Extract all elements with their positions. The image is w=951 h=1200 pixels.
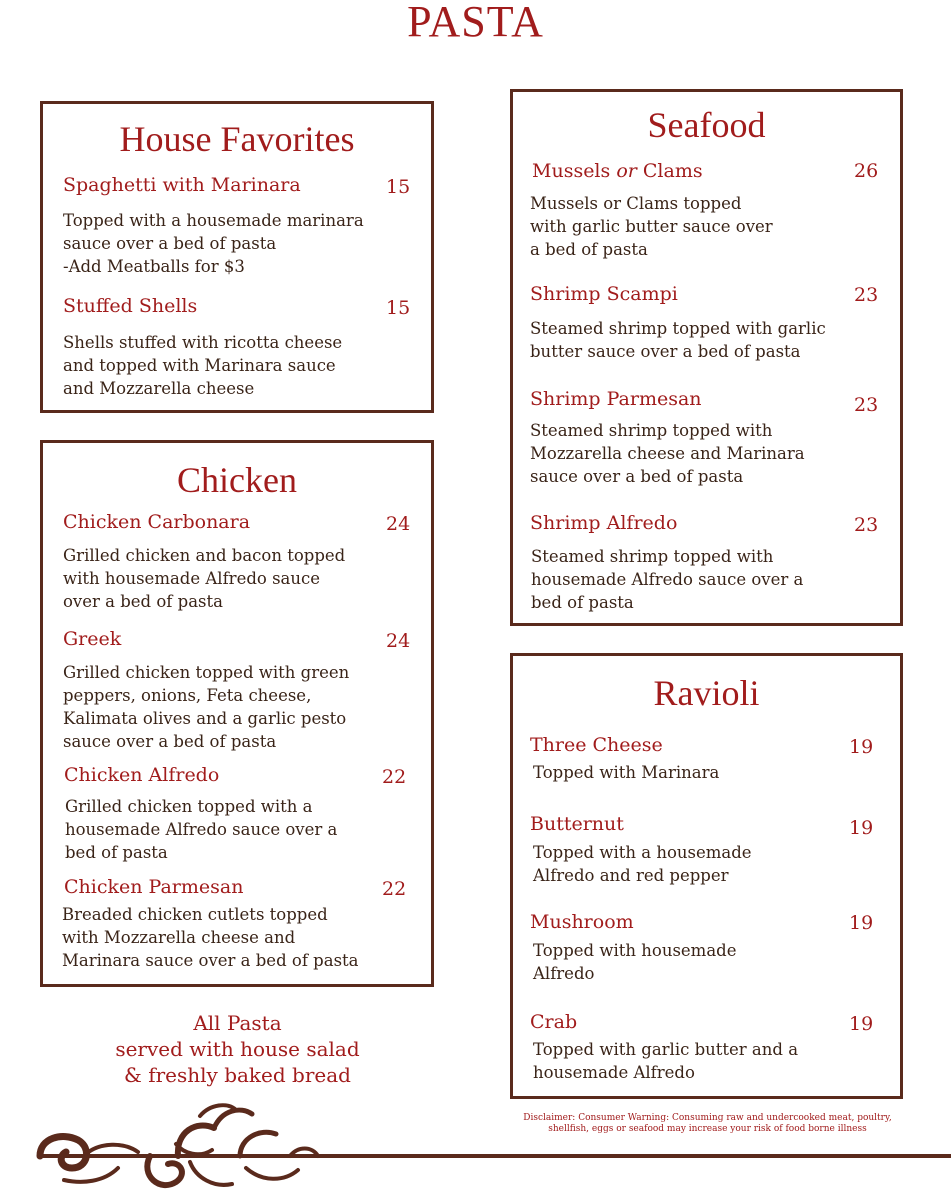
scroll-ornament-icon bbox=[0, 1098, 951, 1200]
item-name: Spaghetti with Marinara bbox=[63, 174, 301, 196]
item-price: 15 bbox=[386, 176, 411, 198]
item-description: Shells stuffed with ricotta cheese and topped with Marinara sauce and Mozzarella cheese bbox=[63, 333, 343, 398]
item-description: Topped with a housemade marinara sauce over a bed of pasta -Add Meatballs for $3 bbox=[63, 211, 364, 276]
chicken-section bbox=[40, 440, 434, 987]
item-price: 23 bbox=[854, 284, 879, 306]
consumer-disclaimer: Disclaimer: Consumer Warning: Consuming raw and undercooked meat, poultry, shellfish, eggs or seafood may increase your risk of food borne illness bbox=[523, 1113, 892, 1134]
item-price: 22 bbox=[382, 878, 407, 900]
item-name: Chicken Carbonara bbox=[63, 511, 251, 533]
section-heading: Ravioli bbox=[653, 673, 760, 713]
item-description: Topped with housemade Alfredo bbox=[533, 941, 737, 983]
item-price: 19 bbox=[849, 1013, 874, 1035]
seafood-section bbox=[510, 89, 903, 626]
item-description: Topped with garlic butter and a housemade Alfredo bbox=[533, 1040, 799, 1082]
section-heading: Chicken bbox=[177, 460, 297, 500]
item-price: 19 bbox=[849, 736, 874, 758]
ravioli-section bbox=[510, 653, 903, 1099]
item-description: Grilled chicken topped with a housemade Alfredo sauce over a bed of pasta bbox=[65, 797, 338, 862]
item-description: Steamed shrimp topped with garlic butter sauce over a bed of pasta bbox=[530, 319, 826, 361]
item-price: 23 bbox=[854, 514, 879, 536]
item-name-part: Clams bbox=[636, 160, 703, 182]
item-name: Shrimp Scampi bbox=[530, 283, 678, 305]
item-price: 23 bbox=[854, 394, 879, 416]
item-name: Three Cheese bbox=[530, 734, 663, 756]
item-description: Topped with a housemade Alfredo and red pepper bbox=[533, 843, 752, 885]
item-price: 15 bbox=[386, 297, 411, 319]
item-description: Topped with Marinara bbox=[533, 763, 720, 782]
item-name: Mushroom bbox=[530, 911, 634, 933]
item-name-or: or bbox=[616, 160, 637, 182]
item-name: Greek bbox=[63, 628, 122, 650]
item-price: 24 bbox=[386, 513, 411, 535]
item-name: Butternut bbox=[530, 813, 624, 835]
item-description: Steamed shrimp topped with housemade Alfredo sauce over a bed of pasta bbox=[531, 547, 804, 612]
page-title: PASTA bbox=[407, 0, 544, 46]
item-name: Stuffed Shells bbox=[63, 295, 198, 317]
section-heading: House Favorites bbox=[119, 119, 355, 159]
item-description: Grilled chicken topped with green peppers, onions, Feta cheese, Kalimata olives and a garlic pesto sauce over a bed of pasta bbox=[63, 663, 350, 751]
item-name: Shrimp Alfredo bbox=[530, 512, 678, 534]
item-description: Steamed shrimp topped with Mozzarella cheese and Marinara sauce over a bed of pasta bbox=[530, 421, 805, 486]
item-name: Chicken Alfredo bbox=[64, 764, 220, 786]
item-name bbox=[532, 160, 703, 182]
item-price: 19 bbox=[849, 912, 874, 934]
item-price: 24 bbox=[386, 630, 411, 652]
item-name-part: Mussels bbox=[532, 160, 617, 182]
item-price: 26 bbox=[854, 160, 879, 182]
item-description: Grilled chicken and bacon topped with housemade Alfredo sauce over a bed of pasta bbox=[63, 546, 346, 611]
item-price: 19 bbox=[849, 817, 874, 839]
item-description: Mussels or Clams topped with garlic butter sauce over a bed of pasta bbox=[530, 194, 773, 259]
house-favorites-section bbox=[40, 101, 434, 413]
item-name: Shrimp Parmesan bbox=[530, 388, 702, 410]
item-name: Chicken Parmesan bbox=[64, 876, 244, 898]
serving-note: All Pasta served with house salad & freshly baked bread bbox=[115, 1011, 360, 1087]
item-description: Breaded chicken cutlets topped with Mozzarella cheese and Marinara sauce over a bed of pasta bbox=[62, 905, 359, 970]
item-price: 22 bbox=[382, 766, 407, 788]
section-heading: Seafood bbox=[647, 105, 766, 145]
item-name: Crab bbox=[530, 1011, 578, 1033]
